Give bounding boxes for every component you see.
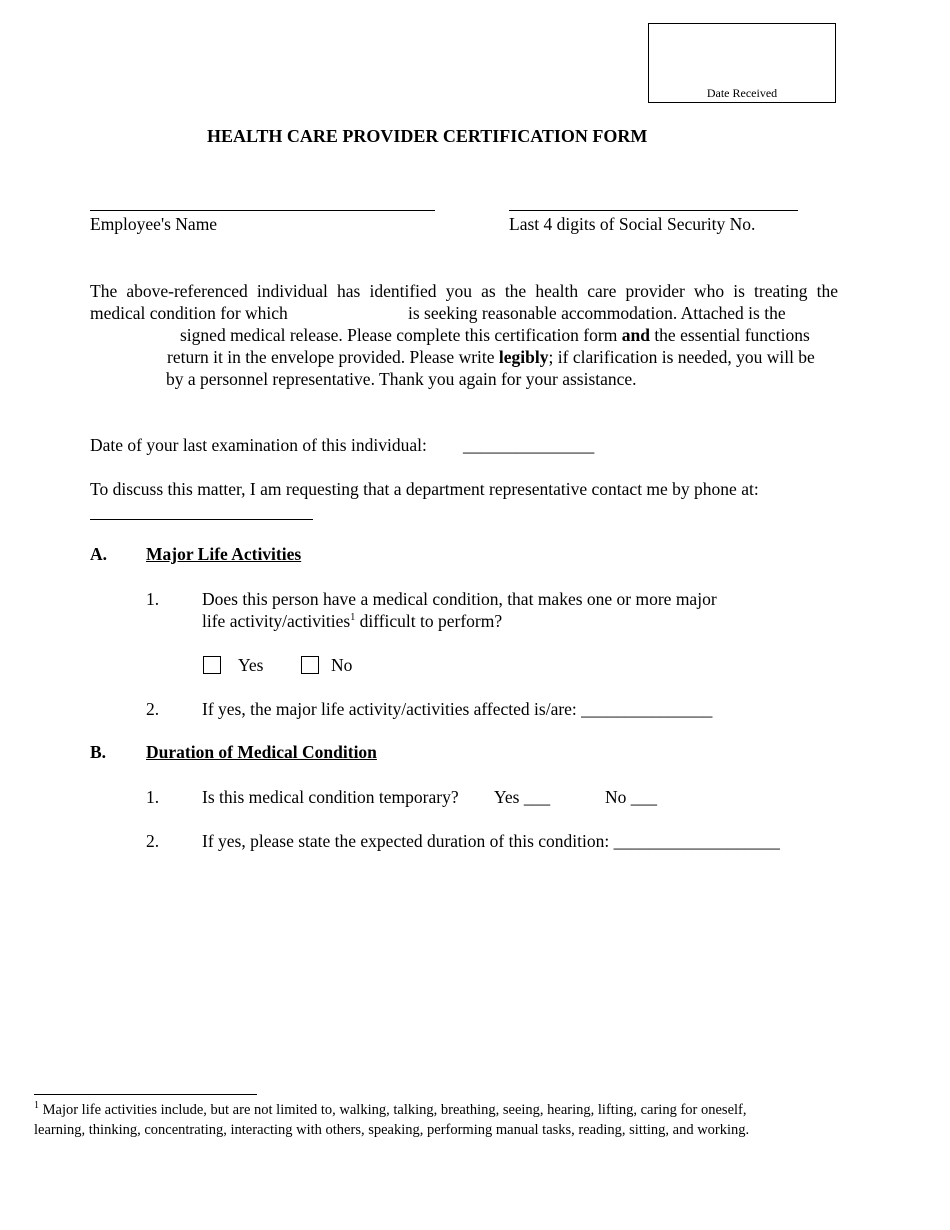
intro-line-3a: signed medical release. Please complete this certification form xyxy=(180,325,622,345)
section-b-heading: Duration of Medical Condition xyxy=(146,742,377,762)
section-a-q1-line2 xyxy=(202,611,502,632)
footnote-mark: 1 xyxy=(34,1100,39,1112)
yes-checkbox-label: Yes xyxy=(238,655,264,675)
section-a-q2-text[interactable]: If yes, the major life activity/activities affected is/are: _______________ xyxy=(202,699,713,719)
ssn-line[interactable] xyxy=(509,210,798,211)
section-a-q1-line1: Does this person have a medical condition, that makes one or more major xyxy=(202,589,717,609)
section-b-letter: B. xyxy=(90,742,107,762)
contact-phone-line[interactable] xyxy=(90,519,313,520)
footnote-separator xyxy=(34,1094,257,1095)
footnote-line-1 xyxy=(34,1102,746,1119)
section-b-q2-text[interactable]: If yes, please state the expected duration of this condition: ___________________ xyxy=(202,831,780,851)
employee-name-line[interactable] xyxy=(90,210,435,211)
footnote-text-1: Major life activities include, but are not limited to, walking, talking, breathing, seeing, hearing, lifting, caring for oneself, xyxy=(39,1102,747,1118)
date-received-label: Date Received xyxy=(706,86,778,100)
ssn-label: Last 4 digits of Social Security No. xyxy=(509,214,756,234)
intro-line-3c: the essential functions xyxy=(649,325,810,345)
date-received-box xyxy=(648,23,836,103)
intro-line-4 xyxy=(167,347,815,368)
section-a-heading: Major Life Activities xyxy=(146,544,302,564)
intro-line-4a: return it in the envelope provided. Please write xyxy=(167,347,499,367)
intro-line-2a: medical condition for which xyxy=(90,303,288,323)
no-checkbox[interactable] xyxy=(301,656,319,674)
section-a-q1-line2a: life activity/activities xyxy=(202,611,351,631)
section-a-q2-number: 2. xyxy=(146,699,160,719)
section-b-q2-number: 2. xyxy=(146,831,160,851)
employee-name-label: Employee's Name xyxy=(90,214,218,234)
form-title: HEALTH CARE PROVIDER CERTIFICATION FORM xyxy=(207,126,648,146)
intro-legibly-bold: legibly xyxy=(498,347,549,367)
temporary-no-field[interactable]: No ___ xyxy=(605,787,658,807)
intro-line-4c: ; if clarification is needed, you will be xyxy=(548,347,815,367)
intro-line-1: The above-referenced individual has identified you as the health care provider who is treating the xyxy=(90,281,838,301)
section-b-q1-number: 1. xyxy=(146,787,160,807)
footnote-line-2: learning, thinking, concentrating, interacting with others, speaking, performing manual tasks, reading, sitting, and working. xyxy=(34,1122,750,1138)
no-checkbox-label: No xyxy=(331,655,353,675)
temporary-yes-field[interactable]: Yes ___ xyxy=(494,787,551,807)
exam-date-label: Date of your last examination of this individual: xyxy=(90,435,427,455)
footnote-ref: 1 xyxy=(350,612,356,624)
intro-line-2b: is seeking reasonable accommodation. Attached is the xyxy=(408,303,786,323)
yes-checkbox[interactable] xyxy=(203,656,221,674)
intro-and-bold: and xyxy=(621,325,650,345)
contact-phone-label: To discuss this matter, I am requesting that a department representative contact me by phone at: xyxy=(90,479,759,499)
intro-line-3 xyxy=(180,325,810,346)
intro-line-5: by a personnel representative. Thank you again for your assistance. xyxy=(166,369,637,389)
section-a-q1-line2b: difficult to perform? xyxy=(355,611,503,631)
section-b-q1-text: Is this medical condition temporary? xyxy=(202,787,459,807)
section-a-letter: A. xyxy=(90,544,108,564)
exam-date-field[interactable]: _______________ xyxy=(463,435,595,455)
section-a-q1-number: 1. xyxy=(146,589,160,609)
